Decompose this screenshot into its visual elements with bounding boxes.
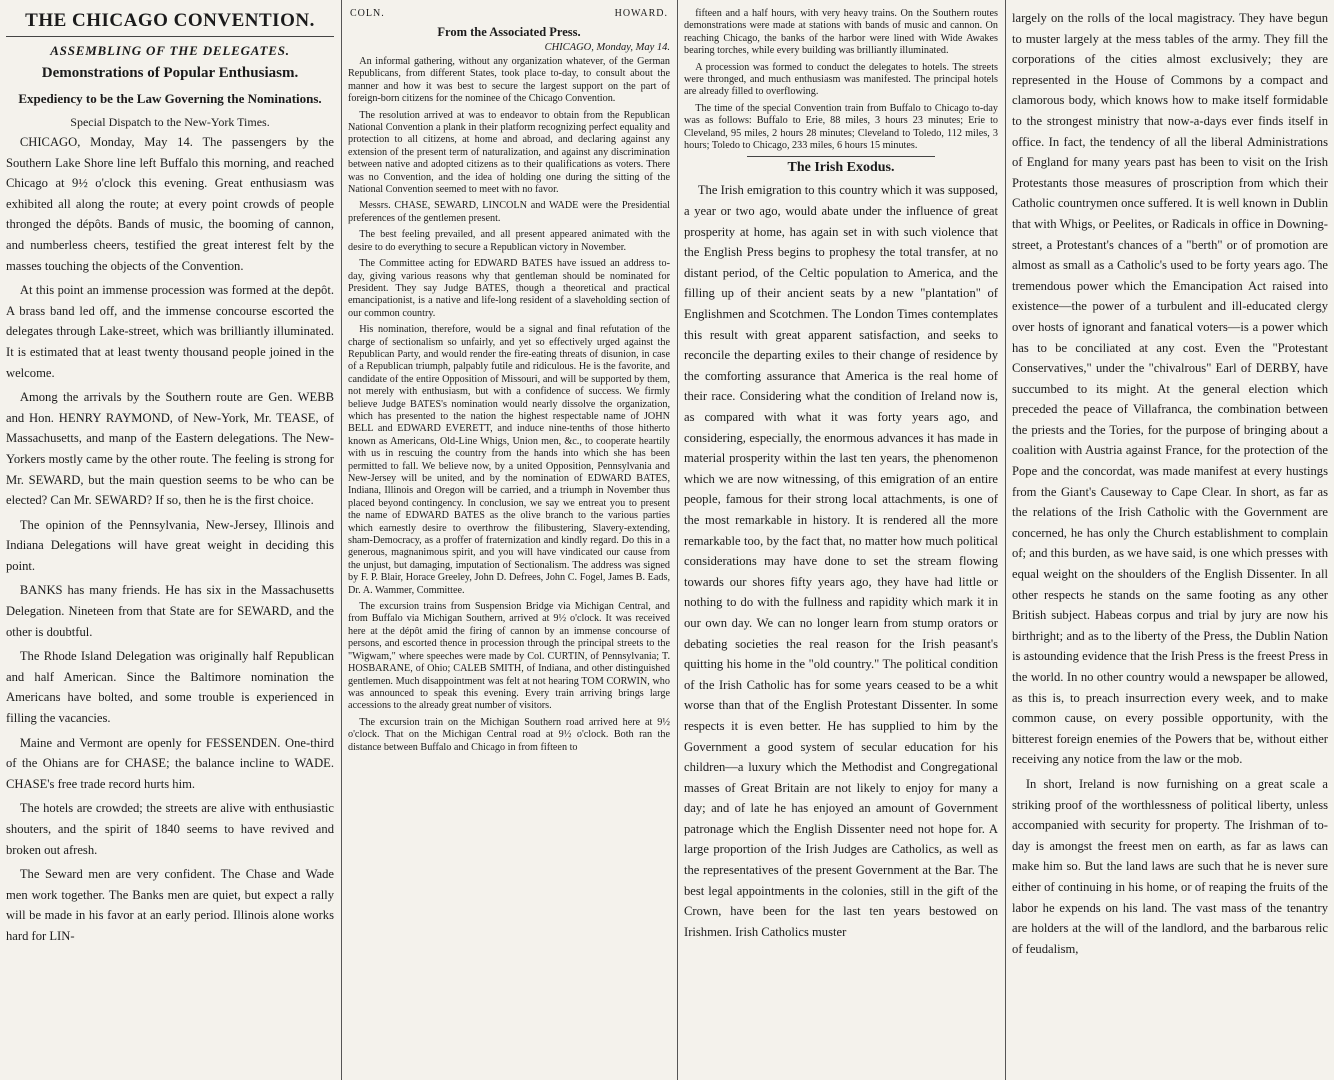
article-paragraph: fifteen and a half hours, with very heavy trains. On the Southern routes demonstrations were made at stations with bands of music and cannon. On reaching Chicago, the banks of the harbor were lined with Wide Awakes bearing torches, while every building was brilliantly illuminated. [684, 8, 998, 57]
article-paragraph: The opinion of the Pennsylvania, New-Jersey, Illinois and Indiana Delegations will have great weight in deciding this point. [6, 517, 334, 573]
subhead-expediency: Expediency to be the Law Governing the Nominations. [18, 91, 322, 106]
article-paragraph: BANKS has many friends. He has six in the Massachusetts Delegation. Nineteen from that State are for SEWARD, and the other is doubtful. [6, 583, 334, 639]
headline: THE CHICAGO CONVENTION. [6, 10, 334, 37]
article-paragraph: The Irish emigration to this country which it was supposed, a year or two ago, would abate under the influence of great prosperity at home, has again set in with such violence that the English Press begins to prophesy the total transfer, at no distant period, of the Celtic population to America, and the filling up of their ancient seats by a new "plantation" of Englishmen and Scotchmen. The London Times contemplates this result with great apparent satisfaction, and seeks to reconcile the departing exiles to their change of residence by the comforting assurance that America is the real home of their race. Considering what the condition of Ireland now is, as compared with what it was forty years ago, and considering, especially, the enormous advances it has made in material prosperity within the last ten years, the phenomenon which we are now witnessing, of this emigration of an entire people, famous for their strong local attachments, is one of the most remarkable in history. It is rendered all the more remarkable too, by the fact that, no matter how much political considerations may have done to set the stream flowing towards our shores fifty years ago, they have had little or nothing to do with the fullness and rapidity which mark it in our own day. We can no longer learn from stump orators or debating societies the real reason for the Irish peasant's quitting his home in the "old country." The political condition of the Irish Catholic has for some years ceased to be a whit worse than that of the English Protestant Dissenter. In some respects it is even better. He has supplied to him by the Government a good system of secular education for his children—a luxury which the Methodist and Congregational masses of Great Britain are not likely to enjoy for many a day; and of late he has enjoyed an amount of Government patronage which the English Dissenter need not hope for. A large proportion of the Irish Judges are Catholics, as well as the representatives of the present Government at the Bar. The best legal appointments in the colonies, still in the gift of the Crown, have been for the last ten years bestowed on Irishmen. Irish Catholics muster [684, 183, 998, 939]
article-paragraph: In short, Ireland is now furnishing on a great scale a striking proof of the worthlessness of political liberty, unless accompanied with security for property. The Irishman of to-day is amongst the freest men on earth, as far as laws can make him so. But the land laws are such that he is never sure either of continuing in his home, or of reaping the fruits of the labor he expends on his land. The vast mass of the tenantry are holders at the will of the landlord, and the barbarous relic of feudalism, [1012, 776, 1328, 956]
column-3 [678, 0, 1004, 1080]
dateline: CHICAGO, Monday, May 14. [544, 42, 670, 53]
continued-name: HOWARD. [614, 8, 668, 19]
subhead-assembling: ASSEMBLING OF THE DELEGATES. [50, 43, 290, 58]
article-paragraph: A procession was formed to conduct the delegates to hotels. The streets were thronged, and much enthusiasm was manifested. The principal hotels are already filled to overflowing. [684, 61, 998, 98]
article-paragraph: His nomination, therefore, would be a signal and final refutation of the charge of sectionalism so unfairly, and yet so effectively urged against the Republican Party, and would render the fire-eating threats of disunion, in case of a Republican triumph, palpably futile and ridiculous. He is the favorite, and candidate of the entire Opposition of Missouri, and will be supported by them, not merely with enthusiasm, but with a confidence of success. We firmly believe Judge BATES's nomination would nearly dissolve the organization, which has presented to the nation the highest respectable name of JOHN BELL and EDWARD EVERETT, and induce nine-tenths of those hitherto known as Americans, Old-Line Whigs, Union men, &c., to cooperate heartily with us in rescuing the country from the hands into which she has been permitted to fall. We believe now, by a united Opposition, Pennsylvania and New-Jersey will be united, and by the nomination of EDWARD BATES, Indiana, Illinois and Oregon will be carried, and a triumph in November thus placed beyond contingency. In conclusion, we say we entreat you to present the name of EDWARD BATES as the olive branch to the various parties which earnestly desire to overthrow the filibustering, Slavery-extending, sham-Democracy, as a proffer of fraternization and kindly regard. Do this in a generous, magnanimous spirit, and you will have vindicated our cause from the unjust, but damaging, imputation of Sectionalism. The address was signed by F. P. Blair, Horace Greeley, John D. Defrees, John C. Fogel, James B. Eads, Dr. A. Wammer, Committee. [348, 324, 670, 596]
article-paragraph: largely on the rolls of the local magistracy. They have begun to muster largely at the mess tables of the army. They fill the corporations of the cities almost exclusively; they are represented in the House of Commons by a compact and clamorous body, which knows how to make itself formidable to the strongest ministry that now-a-days ever finds itself in office. In fact, the tendency of all the liberal Administrations of England for many years past has been to visit on the Irish Protestants those measures of proscription from which their Catholic countrymen once suffered. It is well known in Dublin that with Whigs, or Peelites, or Radicals in office in Downing-street, a Protestant's chances of a "berth" or of promotion are almost as small as a Catholic's used to be forty years ago. The tremendous power which the Emancipation Act raised into existence—the power of a turbulent and ill-educated clergy over hosts of ignorant and fanatical voters—is a power which has to be conciliated at any cost. Even the "Protestant Conservatives," under the "chivalrous" Earl of DERBY, have succumbed to its might. At the general election which preceded the peace of Villafranca, the combination between the priests and the Tories, for the purpose of bringing about a coalition with Austria against France, for the protection of the Pope and the concordat, was made manifest at every hustings from the Giant's Causeway to Cape Clear. In short, as far as the relations of the Irish Catholic with the Government are concerned, he has only the Church establishment to complain of; and this burden, as we have said, is one which presses with equal weight on the shoulders of the English Dissenter. In all other respects he stands on the same footing as any other British subject. Habeas corpus and trial by jury are now his birthright; and as to the liberty of the Press, the Dublin Nation is astounding evidence that the Irish Press is the freest Press in the world. In no other country would a newspaper be allowed, as this is, to preach insurrection every week, and to make common cause, on every possible opportunity, with the bitterest foreign enemies of the Powers that be, without either receiving any notice from the law or the mob. [1012, 11, 1328, 767]
article-paragraph: An informal gathering, without any organization whatever, of the German Republicans, from different States, took place to-day, to consult about the manner and how it was best to secure the largest support on the part of foreign-born citizens for the nominee of the Chicago Convention. [348, 56, 670, 105]
subhead-demonstrations: Demonstrations of Popular Enthusiasm. [41, 65, 299, 81]
section-divider [747, 156, 935, 157]
article-paragraph: CHICAGO, Monday, May 14. The passengers by the Southern Lake Shore line left Buffalo this morning, and reached Chicago at 9½ o'clock this evening. Great enthusiasm was exhibited all along the route; at every point crowds of people thronged the dépôts. Bands of music, the booming of cannon, and numberless cheers, testified the great interest felt by the masses touching the objects of the Convention. [6, 135, 334, 273]
article-paragraph: The resolution arrived at was to endeavor to obtain from the Republican National Convention a plank in their platform recognizing perfect equality and protection to all citizens, at home and abroad, and declaring against any extension of the present term of naturalization, and against any discrimination between native and adopted citizens as to their qualifications as voters. There was no Convention, and the idea of holding one during the sitting of the National Convention seemed to meet with no favor. [348, 109, 670, 196]
article-paragraph: The excursion trains from Suspension Bridge via Michigan Central, and from Buffalo via Michigan Southern, arrived at 9½ o'clock. It was received here at the dépôt amid the firing of cannon by an immense concourse of persons, and escorted thence in procession through the principal streets to the "Wigwam," where speeches were made by Col. CURTIN, of Pennsylvania; T. HOSBARANE, of Ohio; CALEB SMITH, of Indiana, and other distinguished gentlemen. Much disappointment was felt at not hearing TOM CORWIN, who was announced to speak this evening. Every train arriving brings large accessions to the already great number of visitors. [348, 601, 670, 712]
column-2 [342, 0, 676, 1080]
article-paragraph: The Rhode Island Delegation was originally half Republican and half American. Since the Baltimore nomination the Americans have bolted, and some trouble is experienced in filling the vacancies. [6, 649, 334, 726]
column-top-line [350, 8, 668, 19]
section-heading: From the Associated Press. [437, 25, 581, 39]
article-paragraph: At this point an immense procession was formed at the depôt. A brass band led off, and the immense concourse escorted the delegates through Lake-street, which was brilliantly illuminated. It is estimated that at least twenty thousand people joined in the welcome. [6, 283, 334, 380]
article-paragraph: The Committee acting for EDWARD BATES have issued an address to-day, giving various reasons why that gentleman should be nominated for President. They say Judge BATES, though a theoretical and practical emancipationist, is a native and life-long resident of a slaveholding section of our common country. [348, 258, 670, 319]
article-paragraph: The hotels are crowded; the streets are alive with enthusiastic shouters, and the spirit of 1840 seems to have revived and broken out afresh. [6, 801, 334, 857]
article-paragraph: Among the arrivals by the Southern route are Gen. WEBB and Hon. HENRY RAYMOND, of New-York, Mr. TEASE, of Massachusetts, and manp of the Eastern delegations. The New-Yorkers mostly came by the other route. The feeling is strong for Mr. SEWARD, but the main question seems to be who can be elected? Can Mr. SEWARD? If so, then he is the first choice. [6, 390, 334, 508]
article-paragraph: The time of the special Convention train from Buffalo to Chicago to-day was as follows: Buffalo to Erie, 88 miles, 3 hours 23 minutes; Erie to Cleveland, 95 miles, 2 hours 28 minutes; Cleveland to Toledo, 112 miles, 3 hours; Toledo to Chicago, 233 miles, 6 hours 15 minutes. [684, 102, 998, 152]
article-paragraph: The best feeling prevailed, and all present appeared animated with the desire to do everything to secure a Republican victory in November. [348, 229, 670, 253]
continued-word: COLN. [350, 8, 385, 19]
article-paragraph: Maine and Vermont are openly for FESSENDEN. One-third of the Ohians are for CHASE; the balance incline to WADE. CHASE's free trade record hurts him. [6, 735, 334, 791]
section-heading: The Irish Exodus. [787, 160, 895, 176]
column-4 [1006, 0, 1334, 1080]
article-paragraph: The excursion train on the Michigan Southern road arrived here at 9½ o'clock. That on the Michigan Central road at 9½ o'clock. Both ran the distance between Buffalo and Chicago in from fifteen to [348, 716, 670, 753]
dispatch-line: Special Dispatch to the New-York Times. [70, 115, 270, 129]
article-paragraph: Messrs. CHASE, SEWARD, LINCOLN and WADE were the Presidential preferences of the gentlemen present. [348, 200, 670, 224]
article-paragraph: The Seward men are very confident. The Chase and Wade men work together. The Banks men are quiet, but expect a rally will be made in his favor at an early period. Illinois alone works hard for LIN- [6, 867, 334, 943]
column-1 [0, 0, 340, 1080]
